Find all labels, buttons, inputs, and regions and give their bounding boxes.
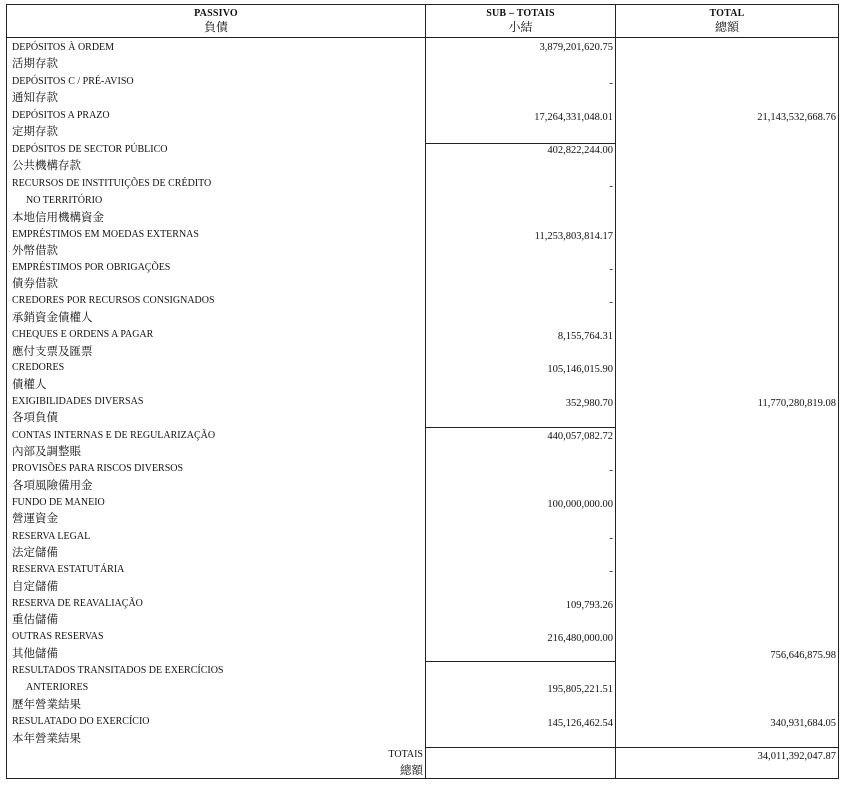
row-label-pt: CREDORES [12, 362, 65, 373]
row-subtotal: - [609, 78, 613, 89]
row-label-zh: 其他儲備 [12, 648, 58, 660]
row-label-pt: RESERVA LEGAL [12, 531, 91, 542]
row-subtotal: 17,264,331,048.01 [534, 112, 613, 123]
header-subtotais [426, 5, 615, 37]
row-label-zh: 應付支票及匯票 [12, 346, 93, 358]
row-label-pt: RESULTADOS TRANSITADOS DE EXERCÍCIOS [12, 665, 224, 676]
row-label-zh: 各項負債 [12, 412, 58, 424]
row-label-zh: 內部及調整賬 [12, 446, 81, 458]
row-label-zh: 外幣借款 [12, 245, 58, 257]
row-label-pt: FUNDO DE MANEIO [12, 497, 105, 508]
row-label-zh: 定期存款 [12, 126, 58, 138]
group-divider-2 [425, 427, 615, 428]
row-label-pt-cont: ANTERIORES [26, 682, 89, 693]
header-subtotais-zh: 小結 [508, 20, 533, 34]
row-subtotal: 440,057,082.72 [547, 431, 613, 442]
row-label-zh: 自定儲備 [12, 581, 58, 593]
row-total: 11,770,280,819.08 [757, 398, 836, 409]
row-label-pt: CHEQUES E ORDENS A PAGAR [12, 329, 154, 340]
row-label-zh: 活期存款 [12, 58, 58, 70]
row-label-pt: CONTAS INTERNAS E DE REGULARIZAÇÃO [12, 430, 216, 441]
row-label-zh: 法定儲備 [12, 547, 58, 559]
header-subtotais-pt: SUB – TOTAIS [486, 8, 555, 19]
row-label-pt: EMPRÉSTIMOS POR OBRIGAÇÕES [12, 262, 171, 273]
row-subtotal: 3,879,201,620.75 [539, 42, 613, 53]
row-subtotal: 100,000,000.00 [547, 499, 613, 510]
row-subtotal: - [609, 566, 613, 577]
row-label-pt: CREDORES POR RECURSOS CONSIGNADOS [12, 295, 215, 306]
row-label-pt: RESULATADO DO EXERCÍCIO [12, 716, 150, 727]
group-divider-1 [425, 143, 615, 144]
row-label-pt: DEPÓSITOS C / PRÉ-AVISO [12, 76, 134, 87]
row-label-zh: 重估儲備 [12, 614, 58, 626]
row-label-pt: RECURSOS DE INSTITUIÇÕES DE CRÉDITO [12, 178, 212, 189]
totals-label-zh: 總額 [400, 765, 423, 777]
row-subtotal: 352,980.70 [565, 398, 613, 409]
row-label-pt: DEPÓSITOS À ORDEM [12, 42, 115, 53]
row-label-pt: RESERVA DE REAVALIAÇÃO [12, 598, 143, 609]
row-label-zh: 本年營業結果 [12, 733, 81, 745]
row-subtotal: - [609, 533, 613, 544]
row-total: 21,143,532,668.76 [757, 112, 836, 123]
group-divider-3 [425, 661, 615, 662]
row-label-zh: 債券借款 [12, 278, 58, 290]
row-label-zh: 公共機構存款 [12, 160, 81, 172]
row-subtotal: - [609, 181, 613, 192]
totals-divider [425, 747, 838, 748]
row-label-pt: DEPÓSITOS A PRAZO [12, 110, 110, 121]
header-total-pt: TOTAL [709, 8, 745, 19]
header-passivo [7, 5, 425, 37]
row-subtotal: - [609, 465, 613, 476]
header-total-zh: 總額 [714, 20, 739, 34]
row-subtotal: - [609, 264, 613, 275]
row-label-zh: 本地信用機構資金 [12, 212, 104, 224]
row-subtotal: - [609, 297, 613, 308]
balance-sheet-table [6, 4, 839, 779]
row-label-pt: OUTRAS RESERVAS [12, 631, 104, 642]
row-label-pt: EXIGIBILIDADES DIVERSAS [12, 396, 144, 407]
column-divider-1 [425, 5, 426, 778]
header-divider [7, 37, 838, 38]
row-subtotal: 216,480,000.00 [547, 633, 613, 644]
row-subtotal: 195,805,221.51 [547, 684, 613, 695]
row-label-pt: RESERVA ESTATUTÁRIA [12, 564, 125, 575]
header-passivo-pt: PASSIVO [194, 8, 238, 19]
row-subtotal: 8,155,764.31 [557, 331, 613, 342]
totals-label-pt: TOTAIS [388, 749, 423, 760]
row-label-zh: 營運資金 [12, 513, 58, 525]
row-label-zh: 通知存款 [12, 92, 58, 104]
row-total: 756,646,875.98 [770, 650, 836, 661]
row-subtotal: 402,822,244.00 [547, 145, 613, 156]
row-label-pt: PROVISÕES PARA RISCOS DIVERSOS [12, 463, 184, 474]
row-subtotal: 11,253,803,814.17 [534, 231, 613, 242]
row-label-pt: DEPÓSITOS DE SECTOR PÚBLICO [12, 144, 168, 155]
row-label-zh: 債權人 [12, 379, 47, 391]
row-label-zh: 各項風險備用金 [12, 480, 93, 492]
grand-total: 34,011,392,047.87 [757, 751, 836, 762]
row-label-zh: 歷年營業結果 [12, 699, 81, 711]
row-total: 340,931,684.05 [770, 718, 836, 729]
row-subtotal: 109,793.26 [565, 600, 613, 611]
row-label-pt-cont: NO TERRITÓRIO [26, 195, 103, 206]
row-label-zh: 承銷資金債權人 [12, 312, 93, 324]
header-passivo-zh: 負債 [203, 20, 228, 34]
row-label-pt: EMPRÉSTIMOS EM MOEDAS EXTERNAS [12, 229, 199, 240]
row-subtotal: 145,126,462.54 [547, 718, 613, 729]
header-total [616, 5, 838, 37]
column-divider-2 [615, 5, 616, 778]
row-subtotal: 105,146,015.90 [547, 364, 613, 375]
